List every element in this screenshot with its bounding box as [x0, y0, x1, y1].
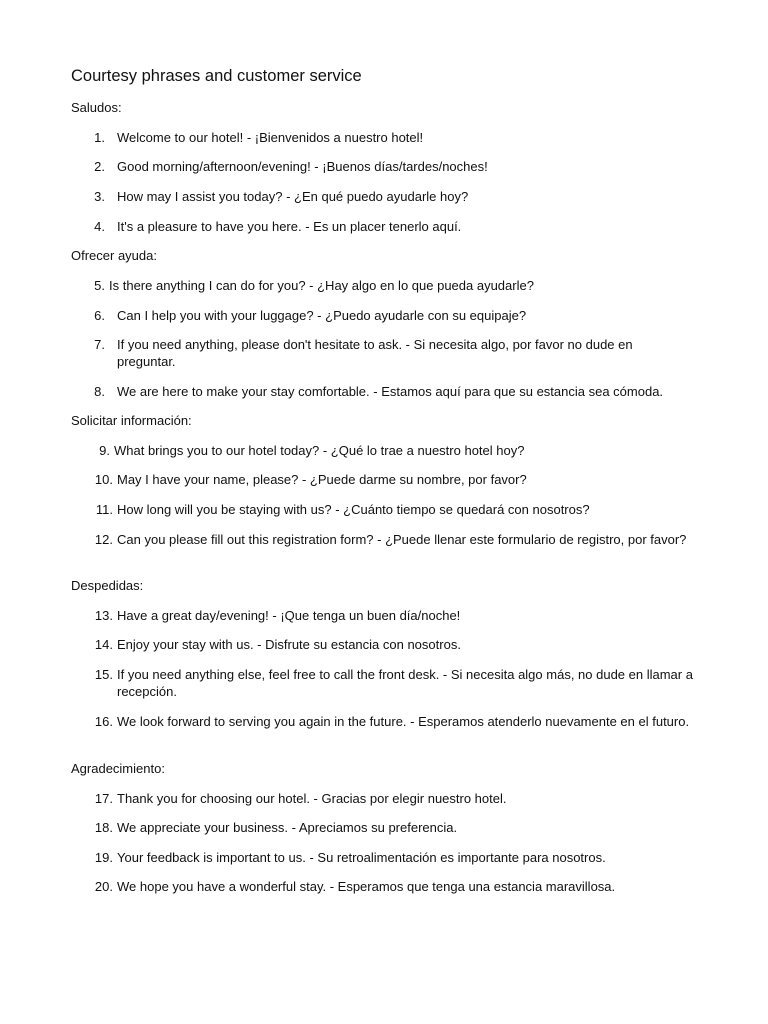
list-item-text: Your feedback is important to us. - Su retroalimentación es importante para nosotros.	[117, 850, 606, 865]
section-heading-despedidas: Despedidas:	[71, 578, 144, 593]
section-heading-ofrecer-ayuda: Ofrecer ayuda:	[71, 248, 157, 263]
section-heading-saludos: Saludos:	[71, 100, 122, 115]
list-item-number: 6.	[94, 308, 105, 323]
list-item-number: 16.	[94, 714, 113, 729]
list-item-text: Can I help you with your luggage? - ¿Puedo ayudarle con su equipaje?	[117, 308, 527, 323]
list-item-number: 9.	[99, 443, 110, 458]
list-item-text: If you need anything else, feel free to call the front desk. - Si necesita algo más, no dude en llamar a recepción.	[117, 667, 693, 699]
list-item-text: How long will you be staying with us? - ¿Cuánto tiempo se quedará con nosotros?	[117, 502, 590, 517]
list-item-text: May I have your name, please? - ¿Puede darme su nombre, por favor?	[117, 472, 527, 487]
list-item-text: Have a great day/evening! - ¡Que tenga un buen día/noche!	[117, 608, 461, 623]
list-item-number: 15.	[94, 667, 113, 682]
list-item-number: 8.	[94, 384, 105, 399]
list-item-number: 13.	[94, 608, 113, 623]
list-item-number: 20.	[94, 879, 113, 894]
list-item-number: 2.	[94, 159, 105, 174]
list-item-number: 14.	[94, 637, 113, 652]
list-item-number: 19.	[94, 850, 113, 865]
list-item-text: What brings you to our hotel today? - ¿Qué lo trae a nuestro hotel hoy?	[114, 443, 525, 458]
list-item-text: Welcome to our hotel! - ¡Bienvenidos a nuestro hotel!	[117, 130, 424, 145]
list-item-number: 3.	[94, 189, 105, 204]
list-item-text: We look forward to serving you again in the future. - Esperamos atenderlo nuevamente en el futuro.	[117, 714, 690, 729]
list-item-number: 17.	[94, 791, 113, 806]
list-item-text: Can you please fill out this registration form? - ¿Puede llenar este formulario de registro, por favor?	[117, 532, 687, 547]
list-item-number: 12.	[94, 532, 113, 547]
list-item-number: 10.	[94, 472, 113, 487]
section-heading-agradecimiento: Agradecimiento:	[71, 761, 165, 776]
list-item-text: If you need anything, please don't hesitate to ask. - Si necesita algo, por favor no dude en preguntar.	[117, 337, 633, 369]
list-item-text: It's a pleasure to have you here. - Es un placer tenerlo aquí.	[117, 219, 462, 234]
list-item-number: 7.	[94, 337, 105, 352]
list-item-number: 11.	[95, 502, 113, 517]
list-item-text: Enjoy your stay with us. - Disfrute su estancia con nosotros.	[117, 637, 461, 652]
list-item-text: We hope you have a wonderful stay. - Esperamos que tenga una estancia maravillosa.	[117, 879, 616, 894]
list-item-text: We are here to make your stay comfortable. - Estamos aquí para que su estancia sea cómoda.	[117, 384, 664, 399]
list-item-number: 5.	[94, 278, 105, 293]
list-item-text: Thank you for choosing our hotel. - Gracias por elegir nuestro hotel.	[117, 791, 507, 806]
list-item-number: 4.	[94, 219, 105, 234]
list-item-text: How may I assist you today? - ¿En qué puedo ayudarle hoy?	[117, 189, 469, 204]
list-item-text: Is there anything I can do for you? - ¿Hay algo en lo que pueda ayudarle?	[109, 278, 534, 293]
section-heading-solicitar-informacion: Solicitar información:	[71, 413, 192, 428]
page-title: Courtesy phrases and customer service	[71, 67, 362, 85]
list-item-text: Good morning/afternoon/evening! - ¡Buenos días/tardes/noches!	[117, 159, 488, 174]
list-item-number: 18.	[94, 820, 113, 835]
list-item-number: 1.	[94, 130, 105, 145]
list-item-text: We appreciate your business. - Apreciamos su preferencia.	[117, 820, 458, 835]
